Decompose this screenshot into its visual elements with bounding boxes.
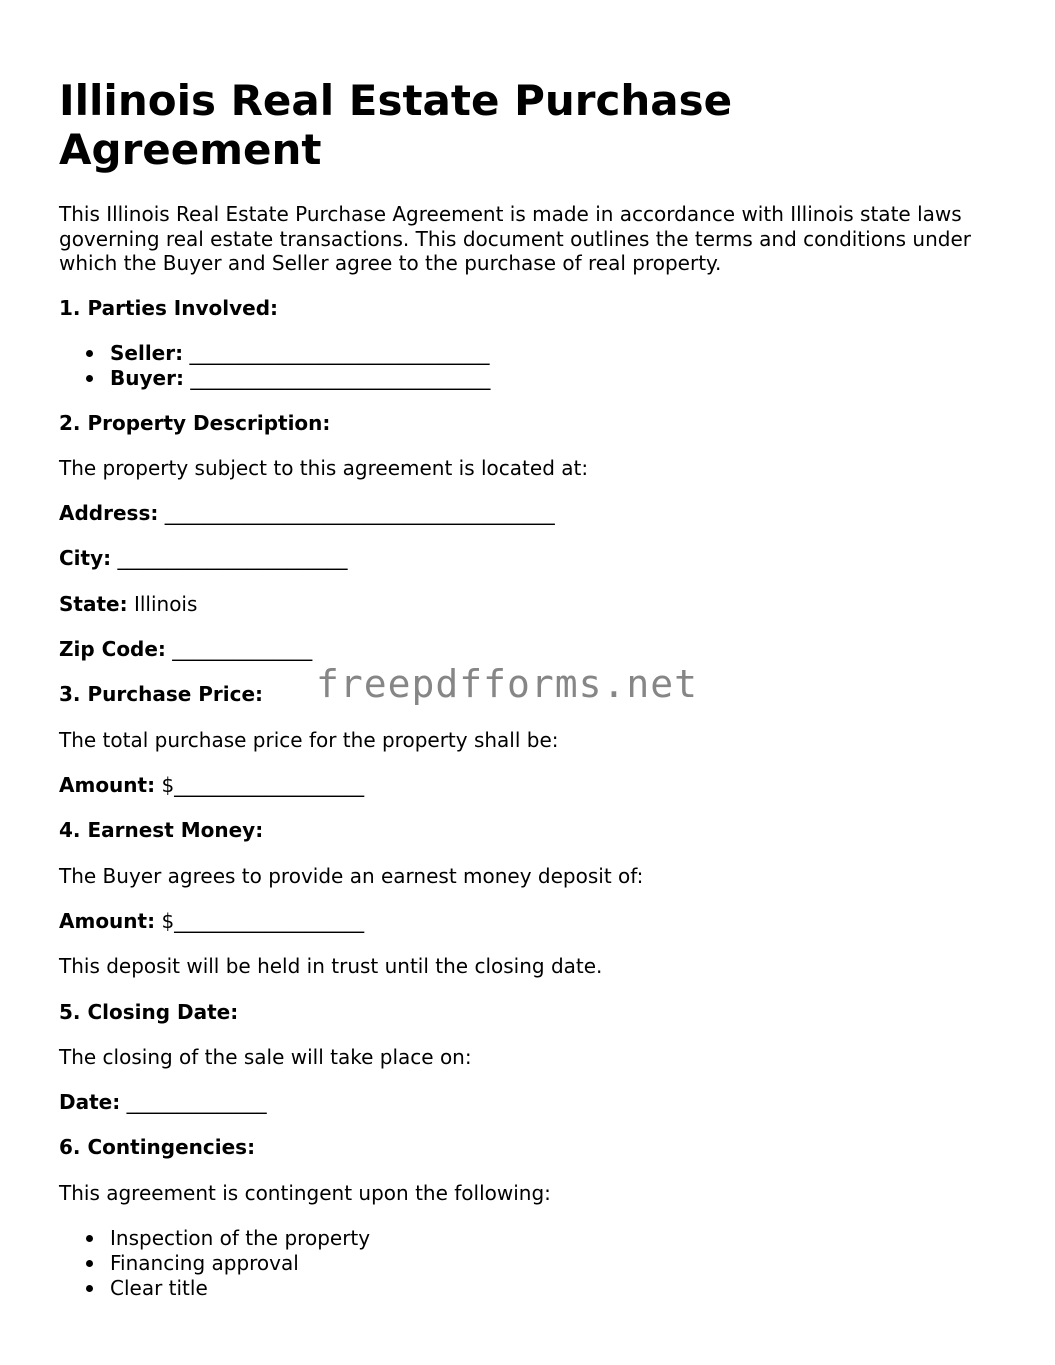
address-row: [59, 501, 555, 525]
contingency-text: Inspection of the property: [110, 1226, 371, 1250]
zip-label: Zip Code:: [59, 637, 166, 661]
bullet-icon: [86, 1235, 93, 1242]
closing-date-label: Date:: [59, 1090, 121, 1114]
property-heading: 2. Property Description:: [59, 411, 331, 435]
intro-paragraph: This Illinois Real Estate Purchase Agreement is made in accordance with Illinois state laws governing real estate transactions. This document outlines the terms and conditions under which the Buyer and Seller agree to the purchase of real property.: [59, 202, 971, 275]
earnest-amount-label: Amount:: [59, 909, 156, 933]
contingency-item: [59, 1251, 370, 1276]
buyer-field[interactable]: ______________________________: [190, 366, 491, 390]
watermark: freepdfforms.net: [316, 662, 699, 706]
purchase-price-heading: 3. Purchase Price:: [59, 682, 264, 706]
state-row: [59, 592, 197, 616]
address-label: Address:: [59, 501, 159, 525]
earnest-money-note: This deposit will be held in trust until the closing date.: [59, 954, 603, 978]
buyer-item: [59, 366, 490, 391]
zip-row: [59, 637, 312, 661]
buyer-label: Buyer:: [110, 366, 184, 390]
bullet-icon: [86, 1285, 93, 1292]
closing-intro: The closing of the sale will take place on:: [59, 1045, 472, 1069]
seller-field[interactable]: ______________________________: [189, 341, 490, 365]
address-field[interactable]: _______________________________________: [164, 501, 555, 525]
closing-date-row: [59, 1090, 267, 1114]
contingency-text: Financing approval: [110, 1251, 299, 1275]
property-intro: The property subject to this agreement is located at:: [59, 456, 589, 480]
earnest-money-intro: The Buyer agrees to provide an earnest money deposit of:: [59, 864, 644, 888]
contingencies-heading: 6. Contingencies:: [59, 1135, 256, 1159]
zip-field[interactable]: ______________: [172, 637, 313, 661]
purchase-amount-row: [59, 773, 364, 797]
city-field[interactable]: _______________________: [117, 546, 348, 570]
purchase-amount-label: Amount:: [59, 773, 156, 797]
bullet-icon: [86, 375, 93, 382]
document-title: Illinois Real Estate Purchase Agreement: [59, 76, 733, 174]
city-label: City:: [59, 546, 112, 570]
purchase-price-intro: The total purchase price for the property shall be:: [59, 728, 559, 752]
seller-item: [59, 341, 490, 366]
city-row: [59, 546, 348, 570]
contingency-text: Clear title: [110, 1276, 208, 1300]
bullet-icon: [86, 1260, 93, 1267]
contingency-item: [59, 1276, 370, 1301]
contingency-item: [59, 1226, 370, 1251]
earnest-amount-row: [59, 909, 364, 933]
parties-heading: 1. Parties Involved:: [59, 296, 279, 320]
earnest-amount-field[interactable]: $___________________: [161, 909, 365, 933]
closing-date-field[interactable]: ______________: [126, 1090, 267, 1114]
state-label: State:: [59, 592, 128, 616]
closing-heading: 5. Closing Date:: [59, 1000, 239, 1024]
state-value: Illinois: [133, 592, 198, 616]
bullet-icon: [86, 350, 93, 357]
parties-list: [59, 341, 490, 391]
contingencies-intro: This agreement is contingent upon the following:: [59, 1181, 551, 1205]
contingencies-list: [59, 1226, 370, 1301]
earnest-money-heading: 4. Earnest Money:: [59, 818, 264, 842]
seller-label: Seller:: [110, 341, 184, 365]
purchase-amount-field[interactable]: $___________________: [161, 773, 365, 797]
